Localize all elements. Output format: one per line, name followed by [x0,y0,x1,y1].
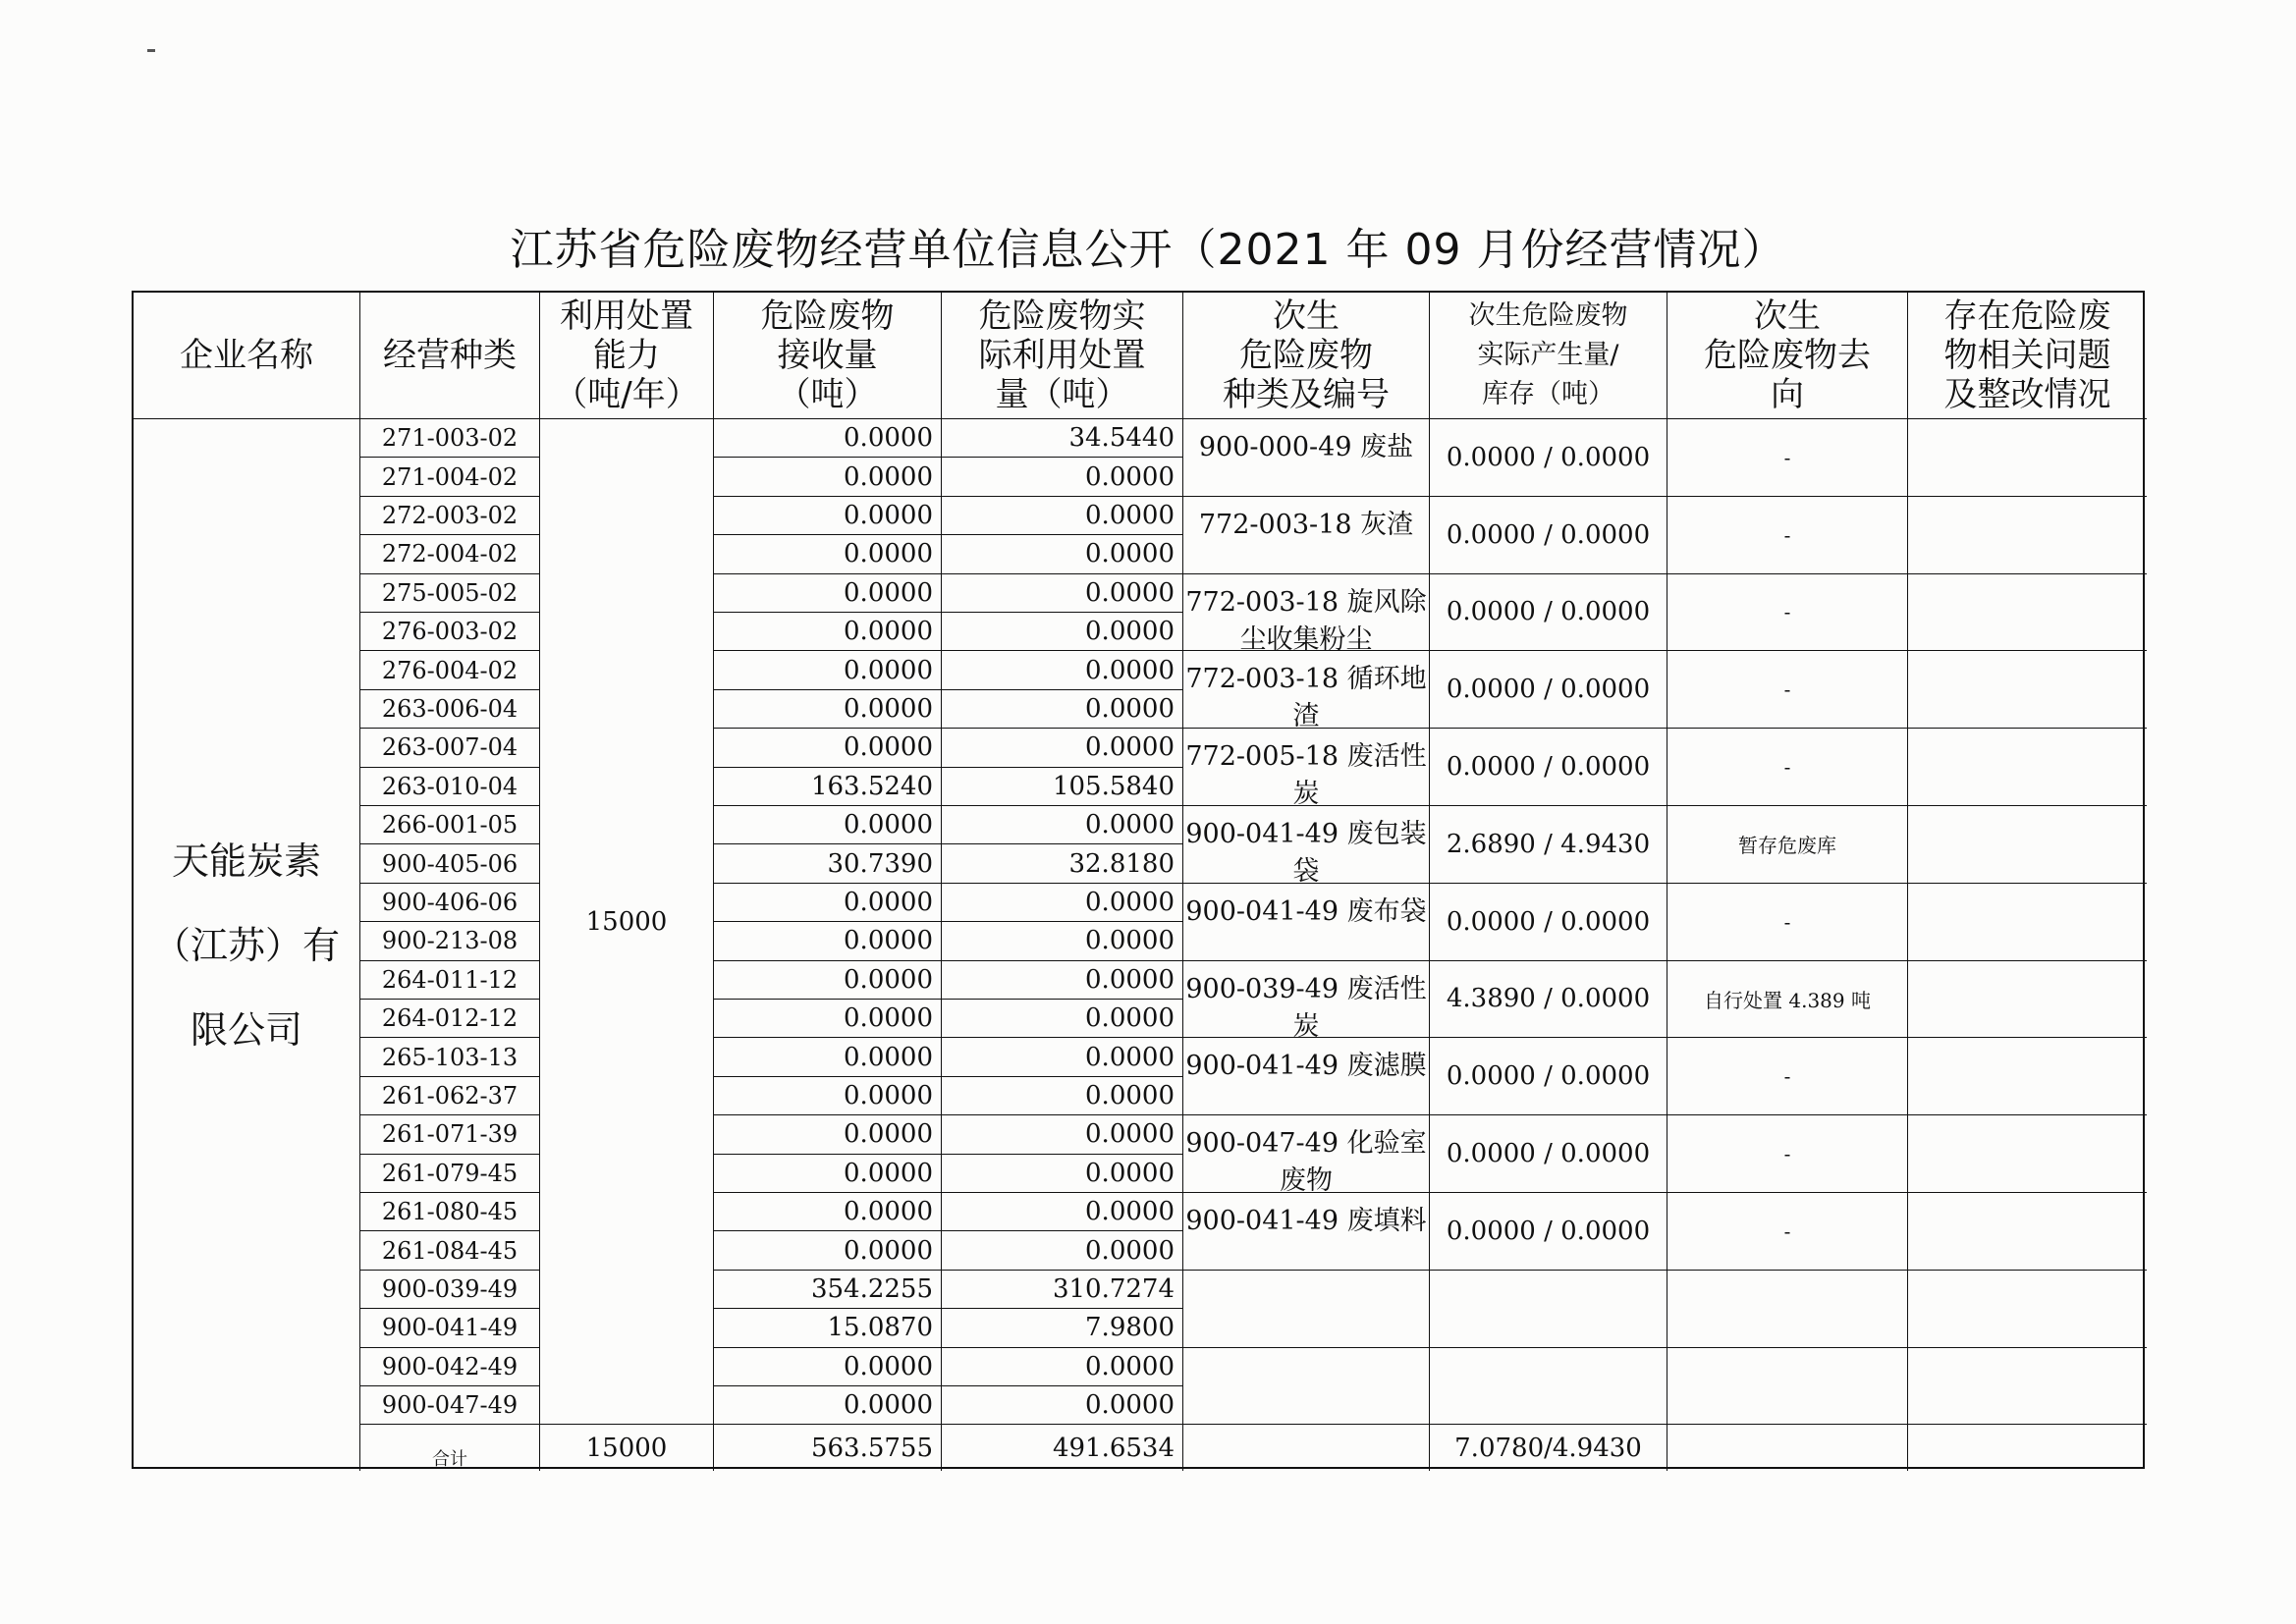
utilized-cell: 0.0000 [941,1347,1182,1385]
received-cell: 0.0000 [713,999,941,1037]
secondary-amount-cell: 0.0000 / 0.0000 [1429,1192,1667,1270]
waste-code-cell: 900-047-49 [359,1385,539,1424]
utilized-cell: 0.0000 [941,1230,1182,1269]
received-cell: 0.0000 [713,573,941,612]
utilized-cell: 34.5440 [941,418,1182,457]
header-utilized: 危险废物实 际利用处置 量（吨） [941,293,1182,418]
total-utilized: 491.6534 [941,1424,1182,1471]
header-received: 危险废物 接收量 （吨） [713,293,941,418]
waste-code-cell: 271-004-02 [359,457,539,495]
received-cell: 0.0000 [713,728,941,766]
waste-code-cell: 265-103-13 [359,1037,539,1075]
secondary-dest-cell: - [1667,418,1907,496]
secondary-dest-cell: - [1667,573,1907,651]
received-cell: 0.0000 [713,960,941,999]
empty-cell [1182,1347,1429,1425]
received-cell: 0.0000 [713,805,941,843]
secondary-dest-cell: 暂存危废库 [1667,805,1907,883]
empty-cell [1667,1347,1907,1425]
secondary-dest-cell: - [1667,1037,1907,1114]
empty-cell [1907,1424,2147,1471]
utilized-cell: 0.0000 [941,1037,1182,1075]
issues-cell [1907,650,2147,728]
utilized-cell: 0.0000 [941,960,1182,999]
received-cell: 0.0000 [713,612,941,650]
waste-code-cell: 261-062-37 [359,1076,539,1114]
waste-code-cell: 266-001-05 [359,805,539,843]
utilized-cell: 0.0000 [941,689,1182,728]
secondary-amount-cell: 0.0000 / 0.0000 [1429,728,1667,805]
issues-cell [1907,1114,2147,1192]
waste-code-cell: 900-405-06 [359,843,539,882]
secondary-type-cell: 772-005-18 废活性炭 [1182,728,1429,805]
secondary-amount-cell: 0.0000 / 0.0000 [1429,883,1667,960]
header-category: 经营种类 [359,293,539,418]
header-secondary-type: 次生 危险废物 种类及编号 [1182,293,1429,418]
utilized-cell: 0.0000 [941,1154,1182,1192]
utilized-cell: 0.0000 [941,573,1182,612]
received-cell: 0.0000 [713,1154,941,1192]
secondary-type-cell: 772-003-18 循环地渣 [1182,650,1429,728]
utilized-cell: 0.0000 [941,496,1182,534]
received-cell: 0.0000 [713,650,941,688]
empty-cell [1429,1270,1667,1347]
utilized-cell: 0.0000 [941,805,1182,843]
waste-code-cell: 261-079-45 [359,1154,539,1192]
waste-code-cell: 263-007-04 [359,728,539,766]
secondary-amount-cell: 0.0000 / 0.0000 [1429,418,1667,496]
waste-code-cell: 271-003-02 [359,418,539,457]
utilized-cell: 0.0000 [941,457,1182,495]
empty-cell [1667,1270,1907,1347]
secondary-amount-cell: 0.0000 / 0.0000 [1429,1114,1667,1192]
utilized-cell: 0.0000 [941,612,1182,650]
empty-cell [1182,1270,1429,1347]
waste-code-cell: 261-080-45 [359,1192,539,1230]
utilized-cell: 105.5840 [941,767,1182,805]
total-received: 563.5755 [713,1424,941,1471]
secondary-type-cell: 900-000-49 废盐 [1182,418,1429,496]
received-cell: 15.0870 [713,1308,941,1346]
page-title: 江苏省危险废物经营单位信息公开（2021 年 09 月份经营情况） [510,225,1786,275]
utilized-cell: 0.0000 [941,534,1182,572]
utilized-cell: 0.0000 [941,1192,1182,1230]
secondary-dest-cell: - [1667,650,1907,728]
utilized-cell: 0.0000 [941,1385,1182,1424]
issues-cell [1907,728,2147,805]
issues-cell [1907,418,2147,496]
received-cell: 0.0000 [713,1114,941,1153]
header-secondary-amount: 次生危险废物 实际产生量/ 库存（吨） [1429,293,1667,418]
waste-code-cell: 261-084-45 [359,1230,539,1269]
secondary-amount-cell: 0.0000 / 0.0000 [1429,573,1667,651]
received-cell: 30.7390 [713,843,941,882]
received-cell: 354.2255 [713,1270,941,1308]
received-cell: 0.0000 [713,534,941,572]
header-issues: 存在危险废 物相关问题 及整改情况 [1907,293,2147,418]
received-cell: 0.0000 [713,496,941,534]
utilized-cell: 32.8180 [941,843,1182,882]
waste-code-cell: 900-039-49 [359,1270,539,1308]
utilized-cell: 0.0000 [941,999,1182,1037]
waste-code-cell: 263-010-04 [359,767,539,805]
secondary-amount-cell: 4.3890 / 0.0000 [1429,960,1667,1038]
scan-speck [147,49,155,52]
utilized-cell: 0.0000 [941,921,1182,959]
issues-cell [1907,805,2147,883]
received-cell: 0.0000 [713,457,941,495]
header-company: 企业名称 [180,336,313,375]
issues-cell [1907,960,2147,1038]
secondary-dest-cell: - [1667,496,1907,573]
received-cell: 0.0000 [713,1347,941,1385]
secondary-type-cell: 900-041-49 废包装袋 [1182,805,1429,883]
waste-code-cell: 264-012-12 [359,999,539,1037]
secondary-dest-cell: 自行处置 4.389 吨 [1667,960,1907,1038]
utilized-cell: 0.0000 [941,1076,1182,1114]
secondary-amount-cell: 0.0000 / 0.0000 [1429,496,1667,573]
waste-code-cell: 263-006-04 [359,689,539,728]
received-cell: 0.0000 [713,1037,941,1075]
total-capacity: 15000 [539,1424,713,1471]
header-secondary-dest: 次生 危险废物去 向 [1667,293,1907,418]
utilized-cell: 0.0000 [941,650,1182,688]
empty-cell [1429,1347,1667,1425]
secondary-amount-cell: 0.0000 / 0.0000 [1429,1037,1667,1114]
received-cell: 0.0000 [713,1076,941,1114]
waste-code-cell: 900-213-08 [359,921,539,959]
secondary-dest-cell: - [1667,883,1907,960]
secondary-dest-cell: - [1667,728,1907,805]
waste-code-cell: 275-005-02 [359,573,539,612]
waste-code-cell: 261-071-39 [359,1114,539,1153]
waste-code-cell: 900-406-06 [359,883,539,921]
waste-code-cell: 900-041-49 [359,1308,539,1346]
disclosure-table [132,291,2145,1469]
issues-cell [1907,883,2147,960]
secondary-type-cell: 900-041-49 废填料 [1182,1192,1429,1270]
issues-cell [1907,496,2147,573]
issues-cell [1907,573,2147,651]
secondary-type-cell: 900-041-49 废滤膜 [1182,1037,1429,1114]
received-cell: 0.0000 [713,418,941,457]
issues-cell [1907,1192,2147,1270]
header-capacity: 利用处置 能力 （吨/年） [539,293,713,418]
received-cell: 0.0000 [713,689,941,728]
secondary-type-cell: 900-047-49 化验室废物 [1182,1114,1429,1192]
waste-code-cell: 272-003-02 [359,496,539,534]
received-cell: 0.0000 [713,1385,941,1424]
waste-code-cell: 900-042-49 [359,1347,539,1385]
company-name-cell: 天能炭素 （江苏）有 限公司 [134,418,359,1471]
utilized-cell: 0.0000 [941,883,1182,921]
total-secondary-amount: 7.0780/4.9430 [1429,1424,1667,1471]
empty-cell [1667,1424,1907,1471]
received-cell: 0.0000 [713,1192,941,1230]
secondary-type-cell: 772-003-18 灰渣 [1182,496,1429,573]
utilized-cell: 0.0000 [941,1114,1182,1153]
waste-code-cell: 276-003-02 [359,612,539,650]
empty-cell [1907,1347,2147,1425]
received-cell: 0.0000 [713,1230,941,1269]
received-cell: 0.0000 [713,921,941,959]
empty-cell [1182,1424,1429,1471]
waste-code-cell: 264-011-12 [359,960,539,999]
utilized-cell: 7.9800 [941,1308,1182,1346]
received-cell: 163.5240 [713,767,941,805]
waste-code-cell: 276-004-02 [359,650,539,688]
capacity-cell: 15000 [539,418,713,1424]
secondary-type-cell: 900-039-49 废活性炭 [1182,960,1429,1038]
total-label: 合计 [359,1424,539,1471]
issues-cell [1907,1037,2147,1114]
empty-cell [1907,1270,2147,1347]
secondary-amount-cell: 0.0000 / 0.0000 [1429,650,1667,728]
secondary-dest-cell: - [1667,1192,1907,1270]
utilized-cell: 0.0000 [941,728,1182,766]
received-cell: 0.0000 [713,883,941,921]
waste-code-cell: 272-004-02 [359,534,539,572]
secondary-type-cell: 772-003-18 旋风除尘收集粉尘 [1182,573,1429,651]
secondary-type-cell: 900-041-49 废布袋 [1182,883,1429,960]
secondary-dest-cell: - [1667,1114,1907,1192]
utilized-cell: 310.7274 [941,1270,1182,1308]
secondary-amount-cell: 2.6890 / 4.9430 [1429,805,1667,883]
